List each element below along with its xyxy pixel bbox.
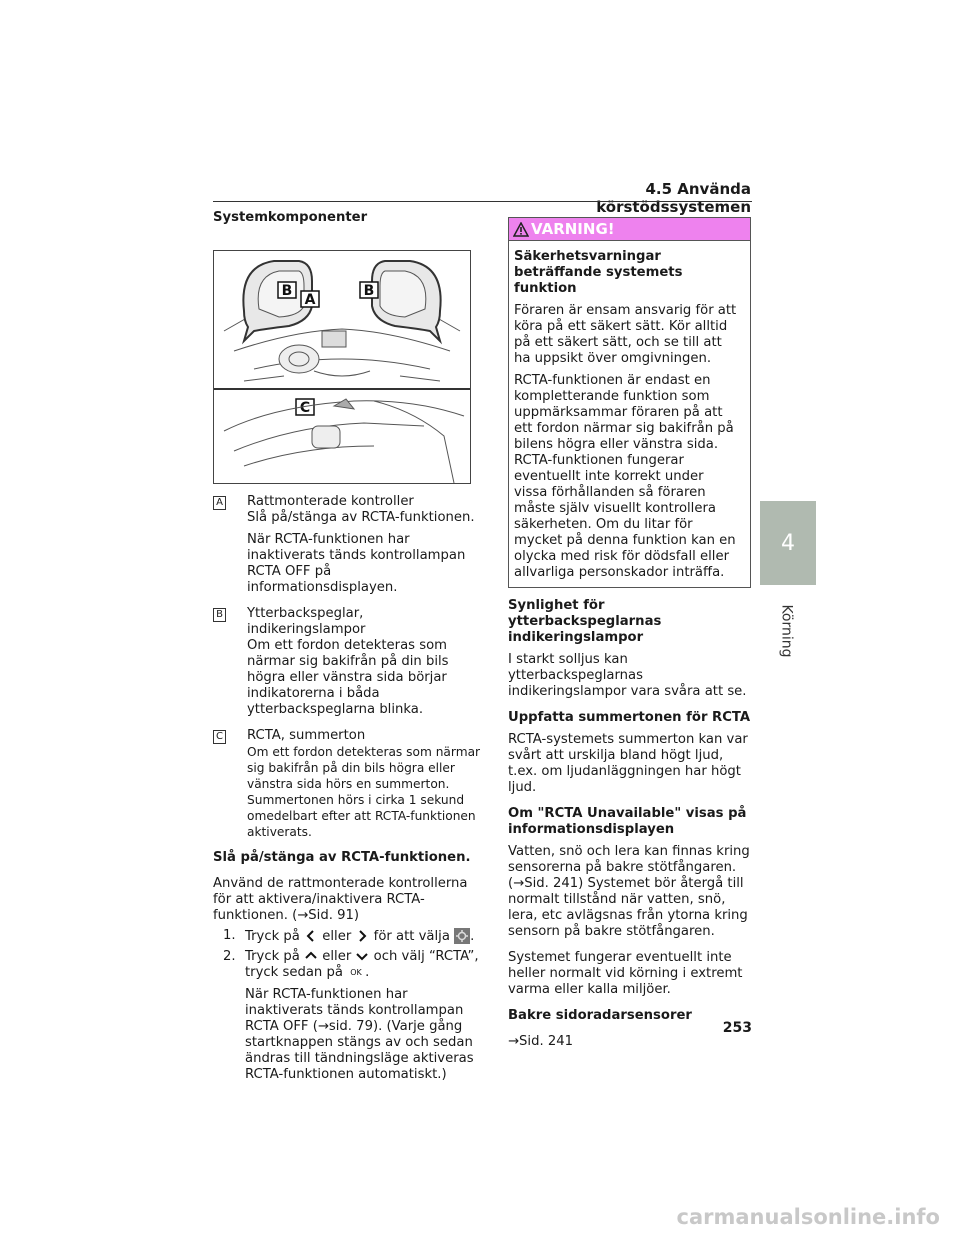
system-figure: [213, 250, 471, 484]
section-buzzer-title: Uppfatta summertonen för RCTA: [508, 710, 751, 725]
figure-label-b-left: B: [281, 283, 293, 299]
section-sensors-text: →Sid. 241: [508, 1034, 574, 1049]
right-mirror: [372, 261, 441, 341]
warning-body: [509, 241, 750, 587]
key-b-title: Ytterbackspeglar, indikeringslampor: [247, 606, 366, 637]
step-2-a: Tryck på: [245, 949, 300, 964]
section-sensors-title: Bakre sidoradarsensorer: [508, 1008, 692, 1023]
car-illustration: [214, 251, 470, 483]
step-2: [213, 949, 483, 1083]
onoff-text: Använd de rattmonterade kontrollerna för att aktivera/inaktivera RCTA-funktionen. (→Sid. 91): [213, 876, 468, 923]
section-unavailable-text-1: Vatten, snö och lera kan finnas kring sensorerna på bakre stötfångaren. (→Sid. 241) Systemet bör återgå till normalt tillstånd när vatten, snö, lera, etc avlägsnas från ytorna kring sensorn på bakre stötfångaren.: [508, 844, 750, 939]
watermark: carmanualsonline.info: [676, 1205, 940, 1229]
figure-label-a: A: [304, 292, 316, 308]
key-a-line1: Slå på/stänga av RCTA-funktionen.: [247, 510, 475, 525]
chevron-right-icon: [355, 929, 369, 943]
warning-title-bar: [509, 218, 750, 241]
key-item-a: [213, 494, 483, 596]
key-a-title: Rattmonterade kontroller: [247, 494, 414, 509]
right-column: [508, 217, 751, 1050]
chapter-label: [762, 596, 812, 666]
figure-label-c: C: [299, 400, 311, 416]
svg-text:OK: OK: [350, 968, 362, 977]
left-column: [213, 210, 483, 1083]
warning-box: [508, 217, 751, 588]
header-rule: [213, 201, 752, 202]
chapter-tab: [760, 501, 816, 585]
step-2-b: eller: [322, 949, 352, 964]
key-b-line1: Om ett fordon detekteras som närmar sig bakifrån på din bils högra eller vänstra sida börjar indikatorerna i båda ytterbackspeglarna blinka.: [247, 638, 449, 717]
system-components-title: Systemkomponenter: [213, 210, 368, 225]
chapter-label-text: Körning: [779, 604, 795, 658]
key-letter-b: B: [213, 608, 226, 622]
step-2-note: När RCTA-funktionen har inaktiverats tänds kontrollampan RCTA OFF (→sid. 79). (Varje gång startknappen stängs av och sedan ändras till tändningsläge aktiveras RCTA-funktionen automatiskt.): [245, 987, 474, 1082]
step-1-number: 1.: [223, 928, 236, 943]
figure-label-b-right: B: [363, 283, 375, 299]
vehicle-settings-icon: [454, 928, 470, 944]
onoff-title: Slå på/stänga av RCTA-funktionen.: [213, 850, 471, 865]
key-c-title: RCTA, summerton: [247, 728, 366, 743]
section-unavailable-text-2: Systemet fungerar eventuellt inte heller normalt vid körning i extremt varma eller kalla miljöer.: [508, 950, 743, 997]
key-letter-c: C: [213, 730, 226, 744]
section-header: 4.5 Använda körstödssystemen: [596, 180, 751, 216]
warning-paragraph-1: Föraren är ensam ansvarig för att köra på ett säkert sätt. Kör alltid på ett säkert sätt, och se till att ha uppsikt över omgivningen.: [514, 303, 737, 366]
section-buzzer-text: RCTA-systemets summerton kan var svårt att urskilja bland högt ljud, t.ex. om ljudanläggningen har högt ljud.: [508, 732, 748, 795]
step-2-number: 2.: [223, 949, 236, 964]
section-visibility-title: Synlighet för ytterbackspeglarnas indikeringslampor: [508, 598, 662, 645]
step-1-b: eller: [322, 929, 352, 944]
step-2-c: och välj “RCTA”,: [373, 949, 479, 964]
chevron-left-icon: [304, 929, 318, 943]
section-unavailable-title: Om "RCTA Unavailable" visas på informationsdisplayen: [508, 806, 747, 837]
chevron-up-icon: [304, 949, 318, 963]
key-letter-a: A: [213, 496, 226, 510]
warning-heading: Säkerhetsvarningar beträffande systemets funktion: [514, 249, 683, 296]
section-visibility-text: I starkt solljus kan ytterbackspeglarnas indikeringslampor vara svåra att se.: [508, 652, 747, 699]
warning-triangle-icon: [513, 222, 529, 237]
chapter-number: 4: [781, 530, 795, 556]
page-number: 253: [722, 1020, 752, 1036]
ok-button-icon: [347, 966, 365, 978]
chevron-down-icon: [355, 949, 369, 963]
key-c-line1: Om ett fordon detekteras som närmar sig bakifrån på din bils högra eller vänstra sida hörs en summerton.: [247, 745, 481, 791]
key-item-b: [213, 606, 483, 718]
step-1: [213, 928, 483, 945]
step-1-c: för att välja: [373, 929, 450, 944]
key-c-line2: Summertonen hörs i cirka 1 sekund omedelbart efter att RCTA-funktionen aktiverats.: [247, 793, 476, 839]
step-1-a: Tryck på: [245, 929, 300, 944]
warning-title: VARNING!: [531, 220, 615, 238]
warning-paragraph-2: RCTA-funktionen är endast en kompletterande funktion som uppmärksammar föraren på att ett fordon närmar sig bakifrån på bilens högra eller vänstra sida. RCTA-funktionen fungerar eventuellt inte korrekt under vissa förhållanden så föraren måste själv visuellt kontrollera säkerheten. Om du litar för mycket på denna funktion kan en olycka med risk för dödsfall eller allvarliga personskador inträffa.: [514, 373, 736, 580]
key-item-c: [213, 728, 483, 840]
step-2-d: tryck sedan på: [245, 965, 343, 980]
step-1-d: .: [470, 929, 475, 944]
step-2-e: .: [365, 965, 370, 980]
key-a-line2: När RCTA-funktionen har inaktiverats tänds kontrollampan RCTA OFF på informationsdisplayen.: [247, 532, 466, 595]
